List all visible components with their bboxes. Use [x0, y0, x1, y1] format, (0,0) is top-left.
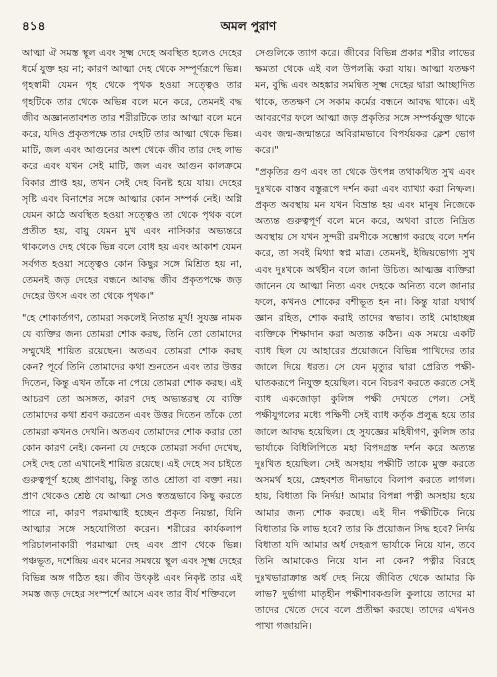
left-paragraph-2: "হে শোকার্তগণ, তোমরা সকলেই নিতান্ত মূর্খ! সুযজ্ঞ নামক যে ব্যক্তির জন্য তোমরা শোক করছ, তিনি তো তোমাদের সম্মুখেই শায়িত রয়েছেন। অতএব তোমরা শোক করছ কেন? পূর্বে তিনি তোমাদের কথা শুনতেন এবং তার উত্তর দিতেন, কিন্তু এখন তাঁকে না পেয়ে তোমরা শোক করছ। এই আচরণ তো অসঙ্গত, কারণ দেহ অভ্যন্তরস্থ যে ব্যক্তি তোমাদের কথা শ্রবণ করতেন এবং উত্তর দিতেন তাঁকে তো তোমরা কখনও দেখনি। অতএব তোমাদের শোক করার তো কোন কারণ নেই। কেননা যে দেহকে তোমরা সর্বদা দেখেছ, সেই দেহ তো এখানেই শায়িত রয়েছে। এই দেহে সব চাইতে গুরুত্বপূর্ণ হচ্ছে প্রাণবায়ু, কিন্তু তাও শ্রোতা বা বক্তা নয়। প্রাণ থেকেও শ্রেষ্ঠ যে আত্মা সেও স্বতন্ত্রভাবে কিছু করতে পারে না, কারণ পরমাত্মাই হচ্ছেন প্রকৃত নিয়ন্তা, যিনি আত্মার সঙ্গে সহযোগিতা করেন। শরীরের কার্যকলাপ পরিচালনাকারী পরমাত্মা দেহ এবং প্রাণ থেকে ভিন্ন। পঞ্চভূত, দশেন্দ্রিয় এবং মনের সমন্বয়ে স্থূল এবং সূক্ষ্ম দেহের বিভিন্ন অঙ্গ গঠিত হয়। জীব উৎকৃষ্ট এবং নিকৃষ্ট তার এই সমস্ত জড় দেহের সংস্পর্শে আসে এবং তার বীর্য শক্তিবলে — [22, 313, 242, 600]
page-number: ৪১৪ — [22, 19, 46, 33]
right-column — [255, 46, 475, 635]
running-title: অমল পুরাণ — [220, 19, 277, 33]
left-paragraph-1: আত্মা ঐ সমস্ত স্থূল এবং সূক্ষ্ম দেহে অবস্থিত হলেও দেহের ধর্মে যুক্ত হয় না; কারণ আত্মা দেহ থেকে সম্পূর্ণরূপে ভিন্ন। গৃহস্বামী যেমন গৃহ থেকে পৃথক হওয়া সত্ত্বেও তার গৃহটিকে তার থেকে অভিন্ন বলে মনে করে, তেমনই বদ্ধ জীব অজ্ঞানতাবশত তার শরীরটিকে তার আত্মা বলে মনে করে, যদিও প্রকৃতপক্ষে তার দেহটি তার আত্মা থেকে ভিন্ন। মাটি, জল এবং আগুনের অংশ থেকে জীব তার দেহ লাভ করে এবং যখন সেই মাটি, জল এবং আগুন কালক্রমে বিকার প্রাপ্ত হয়, তখন সেই দেহ বিনষ্ট হয়ে যায়। দেহের সৃষ্টি এবং বিনাশের সঙ্গে আত্মার কোন সম্পর্ক নেই। অগ্নি যেমন কাঠে অবস্থিত হওয়া সত্ত্বেও তা থেকে পৃথক বলে প্রতীত হয়, বায়ু যেমন মুখ এবং নাসিকার অভ্যন্তরে থাকলেও দেহ থেকে ভিন্ন বলে বোধ হয় এবং আকাশ যেমন সর্বগত হওয়া সত্ত্বেও কোন কিছুর সঙ্গে মিশ্রিত হয় না, তেমনই জড় দেহের বন্ধনে আবদ্ধ জীব প্রকৃতপক্ষে জড় দেহের উৎস এবং তা থেকে পৃথক।" — [22, 48, 242, 303]
right-paragraph-2: "প্রকৃতির গুণ এবং তা থেকে উৎপন্ন তথাকথিত সুখ এবং দুঃখকে বাস্তব বস্তুরূপে দর্শন করা এবং ব্যাখ্যা করা নিষ্ফল। প্রকৃত অবস্থায় মন যখন বিভ্রান্ত হয় এবং মানুষ নিজেকে অত্যন্ত গুরুত্বপূর্ণ বলে মনে করে, অথবা রাতে নিদ্রিত অবস্থায় সে যখন সুন্দরী রমণীকে সম্ভোগ করছে বলে দর্শন করে, তা সবই মিথ্যা স্বপ্ন মাত্র। তেমনই, ইন্দ্রিয়ভোগ্য সুখ এবং দুঃখকে অর্থহীন বলে জানা উচিত। আত্মজ্ঞ ব্যক্তিরা জানেন যে আত্মা নিত্য এবং দেহকে অনিত্য বলে জানার ফলে, কখনও শোকের বশীভূত হন না। কিন্তু যারা যথার্থ জ্ঞান রহিত, শোক করাই তাদের স্বভাব। তাই মোহাচ্ছন্ন ব্যক্তিকে শিক্ষাদান করা অত্যন্ত কঠিন। এক সময়ে একটি ব্যাধ ছিল যে আহারের প্রয়োজনে বিভিন্ন পাখিদের তার জালে দিয়ে ধরত। সে যেন মৃত্যুর দ্বারা প্রেরিত পক্ষী-ঘাতকরূপে নিযুক্ত হয়েছিল। বনে বিচরণ করতে করতে সেই ব্যাধ একজোড়া কুলিঙ্গ পক্ষী দেখতে পেল। সেই পক্ষীযুগলের মধ্যে পক্ষিণী সেই ব্যাধ কর্তৃক প্রলুব্ধ হয়ে তার জালে আবদ্ধ হয়েছিল। হে সুযজ্ঞের মহিষীগণ, কুলিঙ্গ তার ভার্যাকে বিধিলিপিতে মহা বিপদগ্রস্ত দর্শন করে অত্যন্ত দুঃখিত হয়েছিল। সেই অসহায় পক্ষীটি তাকে মুক্ত করতে অসমর্থ হয়ে, স্নেহবশত দীনভাবে বিলাপ করতে লাগল। হায়, বিধাতা কি নির্দয়! আমার বিপন্না পত্নী অসহায় হয়ে আমার জন্য শোক করছে। এই দীন পক্ষীটিকে নিয়ে বিধাতার কি লাভ হবে? তার কি প্রয়োজন সিদ্ধ হবে? নির্দয় বিধাতা যদি আমার অর্ধ দেহরূপ ভার্যাকে নিয়ে যান, তবে তিনি আমাকেও নিয়ে যান না কেন? পত্নীর বিরহে দুঃখভারাক্রান্ত অর্ধ দেহ নিয়ে জীবিত থেকে আমার কি লাভ? দুর্ভাগা মাতৃহীন পক্ষীশাবকগুলি কুলায়ে তাদের মা তাদের খেতে দেবে বলে প্রতীক্ষা করছে। তাদের এখনও পাখা গজায়নি। — [255, 167, 475, 633]
left-column — [22, 46, 242, 635]
page-header — [22, 10, 475, 40]
text-columns — [22, 46, 475, 635]
right-paragraph-1: সেগুলিকে ত্যাগ করে। জীবের বিভিন্ন প্রকার শরীর লাভের ক্ষমতা থেকে এই বল উপলব্ধি করা যায়। আত্মা যতক্ষণ মন, বুদ্ধি এবং অহঙ্কার সমন্বিত সূক্ষ্ম দেহের দ্বারা আচ্ছাদিত থাকে, ততক্ষণ সে সকাম কর্মের বন্ধনে আবদ্ধ থাকে। এই আবরণের ফলে আত্মা জড় প্রকৃতির সঙ্গে সম্পর্কযুক্ত থাকে এবং জন্ম-জন্মান্তরে অবিরামভাবে বিপর্যয়কর ক্লেশ ভোগ করে।" — [255, 48, 475, 157]
